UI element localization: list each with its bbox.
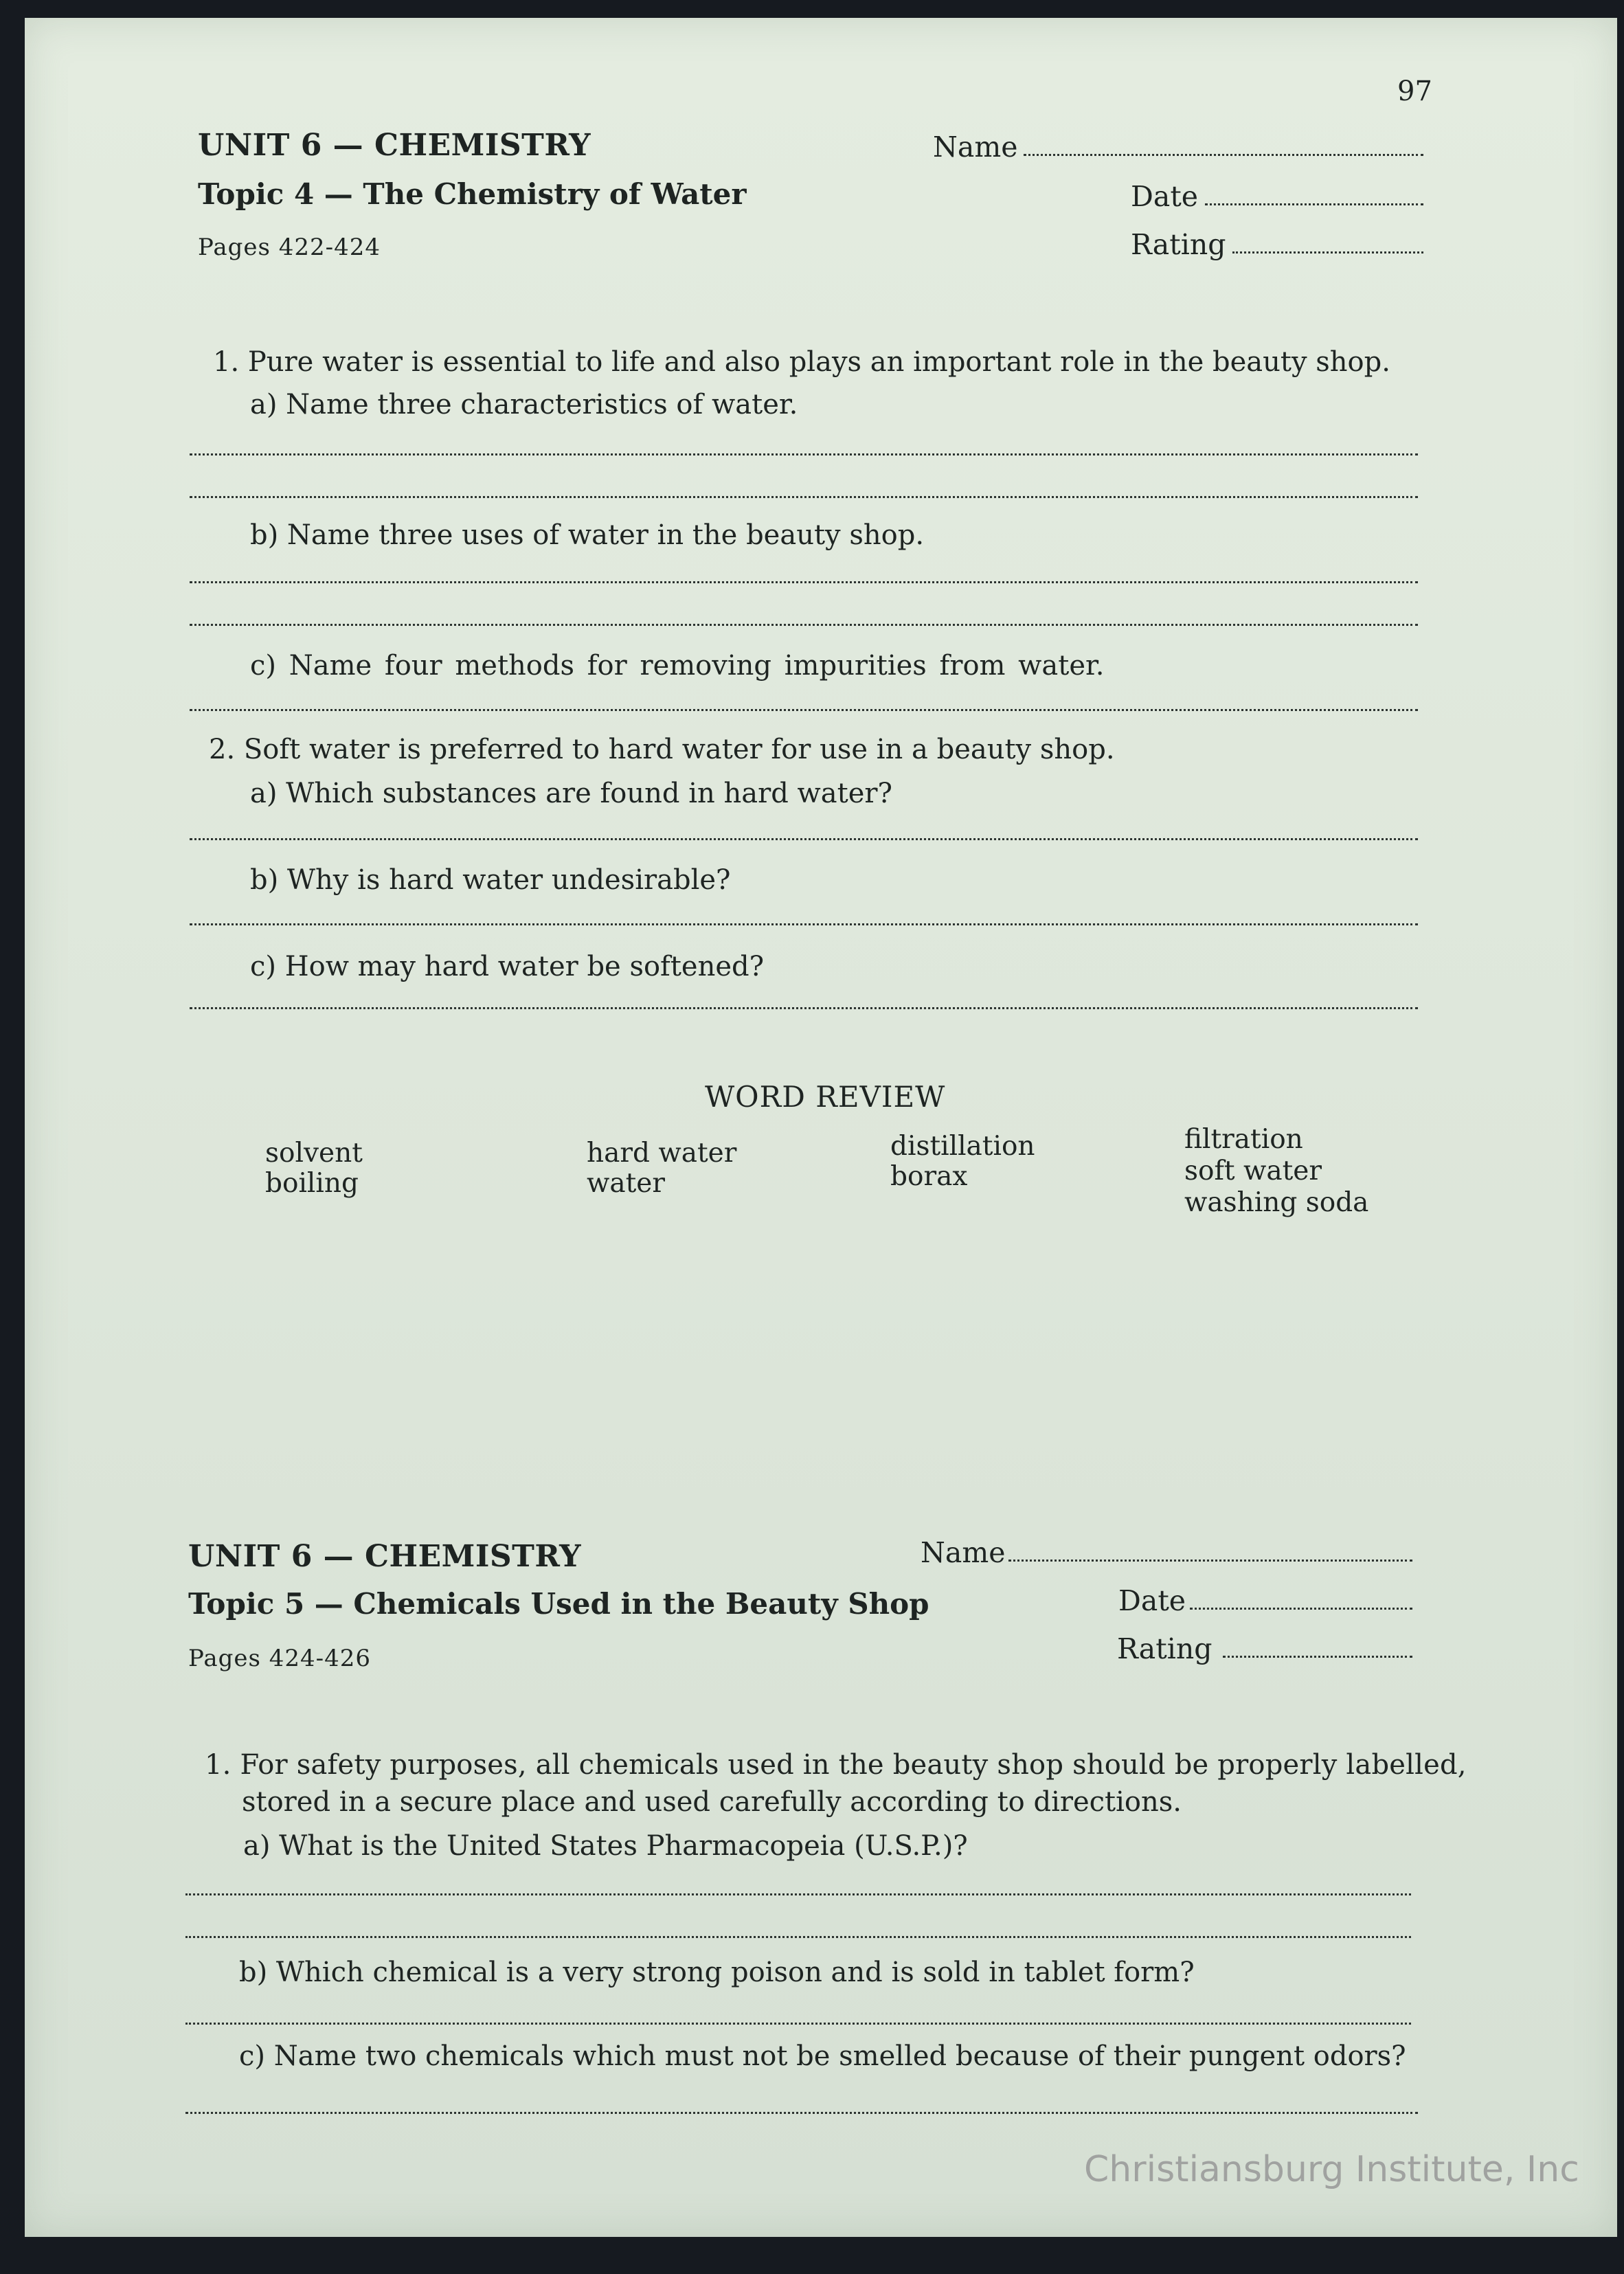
- word-review-term: hard water: [587, 1138, 737, 1169]
- answer-line-1a-2[interactable]: [190, 496, 1418, 498]
- answer-line-1c[interactable]: [190, 709, 1418, 711]
- question-1a: a) Name three characteristics of water.: [250, 389, 798, 420]
- answer-line-1b[interactable]: [185, 2023, 1411, 2025]
- question-1: 1. Pure water is essential to life and also plays an important role in the beauty shop.: [213, 346, 1390, 378]
- answer-line-1a-1[interactable]: [190, 453, 1418, 455]
- date-field[interactable]: [1205, 203, 1423, 205]
- rating-label: Rating: [1117, 1632, 1213, 1665]
- date-field[interactable]: [1190, 1608, 1412, 1610]
- rating-label: Rating: [1131, 228, 1226, 261]
- word-review-term: filtration: [1184, 1124, 1303, 1155]
- answer-line-2a[interactable]: [190, 838, 1418, 840]
- date-label: Date: [1131, 180, 1199, 213]
- answer-line-2c[interactable]: [190, 1007, 1418, 1009]
- question-2: 2. Soft water is preferred to hard water for use in a beauty shop.: [209, 734, 1115, 765]
- date-label: Date: [1118, 1584, 1186, 1617]
- rating-field[interactable]: [1223, 1656, 1412, 1658]
- word-review-term: distillation: [890, 1131, 1035, 1162]
- answer-line-1c[interactable]: [185, 2112, 1418, 2114]
- name-field[interactable]: [1024, 154, 1423, 156]
- answer-line-1b-2[interactable]: [190, 624, 1418, 626]
- answer-line-1a-2[interactable]: [185, 1936, 1411, 1938]
- page-range: Pages 422-424: [198, 234, 381, 261]
- question-1b: b) Name three uses of water in the beauty shop.: [250, 519, 925, 551]
- word-review-term: water: [587, 1168, 666, 1199]
- answer-line-2b[interactable]: [190, 923, 1418, 925]
- question-1: 1. For safety purposes, all chemicals used in the beauty shop should be properly labelled,: [205, 1749, 1467, 1781]
- question-2a: a) Which substances are found in hard water?: [250, 778, 892, 809]
- name-field[interactable]: [1008, 1560, 1412, 1562]
- topic-title: Topic 5 — Chemicals Used in the Beauty Shop: [188, 1587, 929, 1621]
- watermark-text: Christiansburg Institute, Inc: [1084, 2149, 1579, 2190]
- word-review-term: boiling: [265, 1168, 359, 1199]
- page-number: 97: [1397, 76, 1432, 107]
- word-review-title: WORD REVIEW: [705, 1080, 946, 1114]
- name-label: Name: [933, 131, 1018, 164]
- question-2c: c) How may hard water be softened?: [250, 951, 765, 982]
- question-1a: a) What is the United States Pharmacopeia (U.S.P.)?: [243, 1830, 968, 1862]
- word-review-term: washing soda: [1184, 1187, 1369, 1218]
- question-1b: b) Which chemical is a very strong poison and is sold in tablet form?: [239, 1957, 1195, 1988]
- word-review-term: solvent: [265, 1138, 363, 1169]
- name-label: Name: [921, 1536, 1006, 1569]
- unit-title: UNIT 6 — CHEMISTRY: [188, 1539, 582, 1574]
- answer-line-1a-1[interactable]: [185, 1893, 1411, 1895]
- question-1c: c) Name four methods for removing impurities from water.: [250, 650, 1105, 682]
- page-range: Pages 424-426: [188, 1645, 372, 1672]
- rating-field[interactable]: [1232, 251, 1423, 254]
- word-review-term: soft water: [1184, 1156, 1322, 1186]
- question-2b: b) Why is hard water undesirable?: [250, 864, 731, 896]
- answer-line-1b-1[interactable]: [190, 581, 1418, 583]
- word-review-term: borax: [890, 1161, 968, 1192]
- unit-title: UNIT 6 — CHEMISTRY: [198, 128, 591, 163]
- question-1-continued: stored in a secure place and used carefully according to directions.: [242, 1786, 1182, 1818]
- topic-title: Topic 4 — The Chemistry of Water: [198, 177, 747, 211]
- question-1c: c) Name two chemicals which must not be smelled because of their pungent odors?: [239, 2040, 1406, 2072]
